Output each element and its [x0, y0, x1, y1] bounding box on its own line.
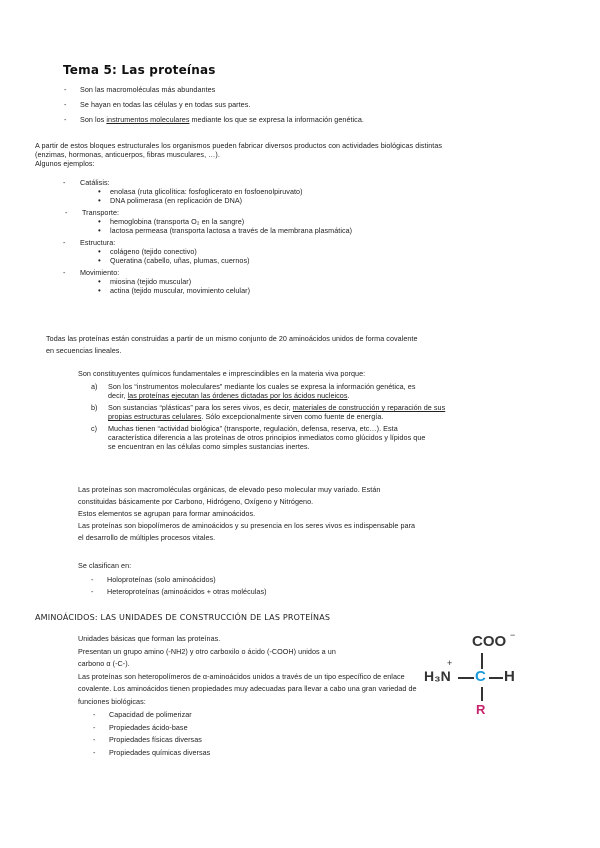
examples-list — [63, 178, 353, 295]
reasons-list — [91, 382, 446, 451]
intro-list — [80, 85, 364, 124]
list-item: • actina (tejido muscular, movimiento celular) — [110, 286, 352, 295]
carboxyl-group: COO — [472, 633, 507, 650]
list-item: • colágeno (tejido conectivo) — [110, 247, 352, 256]
list-item: • enolasa (ruta glicolítica: fosfoglicerato en fosfoenolpiruvato) — [110, 187, 352, 196]
instrumentos-moleculares-text: instrumentos moleculares — [106, 115, 190, 124]
classify-label: Se clasifican en: — [78, 561, 132, 570]
bond-left — [458, 677, 474, 679]
list-item: • DNA polimerasa (en replicación de DNA) — [110, 196, 352, 205]
amino-group: H₃N — [424, 668, 451, 684]
list-item: - Se hayan en todas las células y en todas sus partes. — [80, 100, 364, 109]
paragraph-composition: Las proteínas son macromoléculas orgánicas, de elevado peso molecular muy variado. Están constituidas básicamente por Carbono, Hidrógeno, Oxígeno y Nitrógeno. Estos elementos se agrupan para formar aminoácidos. Las proteínas son biopolímeros de aminoácidos y su presencia en los seres vivos es indispensable para el desarrollo de múltiples procesos vitales. — [78, 485, 416, 542]
list-item: • Queratina (cabello, uñas, plumas, cuernos) — [110, 256, 352, 265]
reason-a: a) Son los “instrumentos moleculares” mediante los cuales se expresa la información genética, es decir, las proteínas ejecutan las órdenes dictadas por los ácidos nucleicos. — [91, 382, 416, 400]
list-item: - Son los instrumentos moleculares mediante los que se expresa la información genética. — [80, 115, 364, 124]
aminoacid-properties — [109, 709, 210, 759]
bond-right — [489, 677, 503, 679]
amino-charge: + — [447, 658, 453, 668]
aminoacid-structure-diagram — [418, 630, 528, 720]
section-heading: AMINOÁCIDOS: LAS UNIDADES DE CONSTRUCCIÓN DE LAS PROTEÍNAS — [35, 613, 331, 622]
list-item: - Holoproteínas (solo aminoácidos) — [107, 574, 267, 586]
paragraph-aminoacids: Todas las proteínas están construidas a partir de un mismo conjunto de 20 aminoácidos unidos de forma covalente en secuencias lineales. — [46, 334, 418, 355]
reason-c: c) Muchas tienen “actividad biológica” (transporte, regulación, defensa, reserva, etc…). Esta característica diferencia a las proteínas de otros principios inmediatos como glúcidos y lípidos que se encuentran en las células como simples sustancias inertes. — [91, 424, 426, 451]
paragraph-intro: A partir de estos bloques estructurales los organismos pueden fabricar diversos productos con actividades biológicas distintas (enzimas, hormonas, anticuerpos, fibras musculares, …). Algunos ejemplos: — [35, 141, 443, 168]
list-item: - Propiedades químicas diversas — [109, 747, 210, 760]
constituents-intro: Son constituyentes químicos fundamentales e imprescindibles en la materia viva porque: — [78, 369, 366, 378]
list-item: - Heteroproteínas (aminoácidos + otras moléculas) — [107, 586, 267, 598]
example-label: - Transporte: — [65, 208, 120, 217]
alpha-carbon: C — [475, 668, 486, 685]
reason-b: b) Son sustancias “plásticas” para los seres vivos, es decir, materiales de construcción y reparación de sus propias estructuras celulares. Sólo excepcionalmente sirven como fuente de energía. — [91, 403, 446, 421]
carboxyl-charge: − — [510, 630, 516, 640]
page-title: Tema 5: Las proteínas — [63, 63, 216, 77]
example-label: - Catálisis: — [63, 178, 110, 187]
classify-list — [107, 574, 267, 598]
example-label: - Movimiento: — [63, 268, 120, 277]
list-item: - Son las macromoléculas más abundantes — [80, 85, 364, 94]
list-item: - Propiedades físicas diversas — [109, 734, 210, 747]
hydrogen-atom: H — [504, 668, 515, 685]
examples-label: Algunos ejemplos: — [35, 159, 95, 168]
list-item: • miosina (tejido muscular) — [110, 277, 352, 286]
bond-bottom — [481, 687, 483, 701]
list-item: • lactosa permeasa (transporta lactosa a través de la membrana plasmática) — [110, 226, 352, 235]
bond-top — [481, 653, 483, 669]
list-item: - Capacidad de polimerizar — [109, 709, 210, 722]
list-item: - Propiedades ácido-base — [109, 722, 210, 735]
example-label: - Estructura: — [63, 238, 116, 247]
list-item: • hemoglobina (transporta O₂ en la sangre) — [110, 217, 352, 226]
aminoacid-paragraph: Unidades básicas que forman las proteínas. Presentan un grupo amino (-NH2) y otro carboxilo o ácido (-COOH) unidos a un carbono α (-C-). Las proteínas son heteropolímeros de α-aminoácidos unidos a través de un tipo específico de enlace covalente. Los aminoácidos tienen propiedades muy adecuadas para llevar a cabo una gran variedad de funciones biológicas: — [78, 634, 417, 706]
side-chain-r: R — [476, 702, 486, 717]
